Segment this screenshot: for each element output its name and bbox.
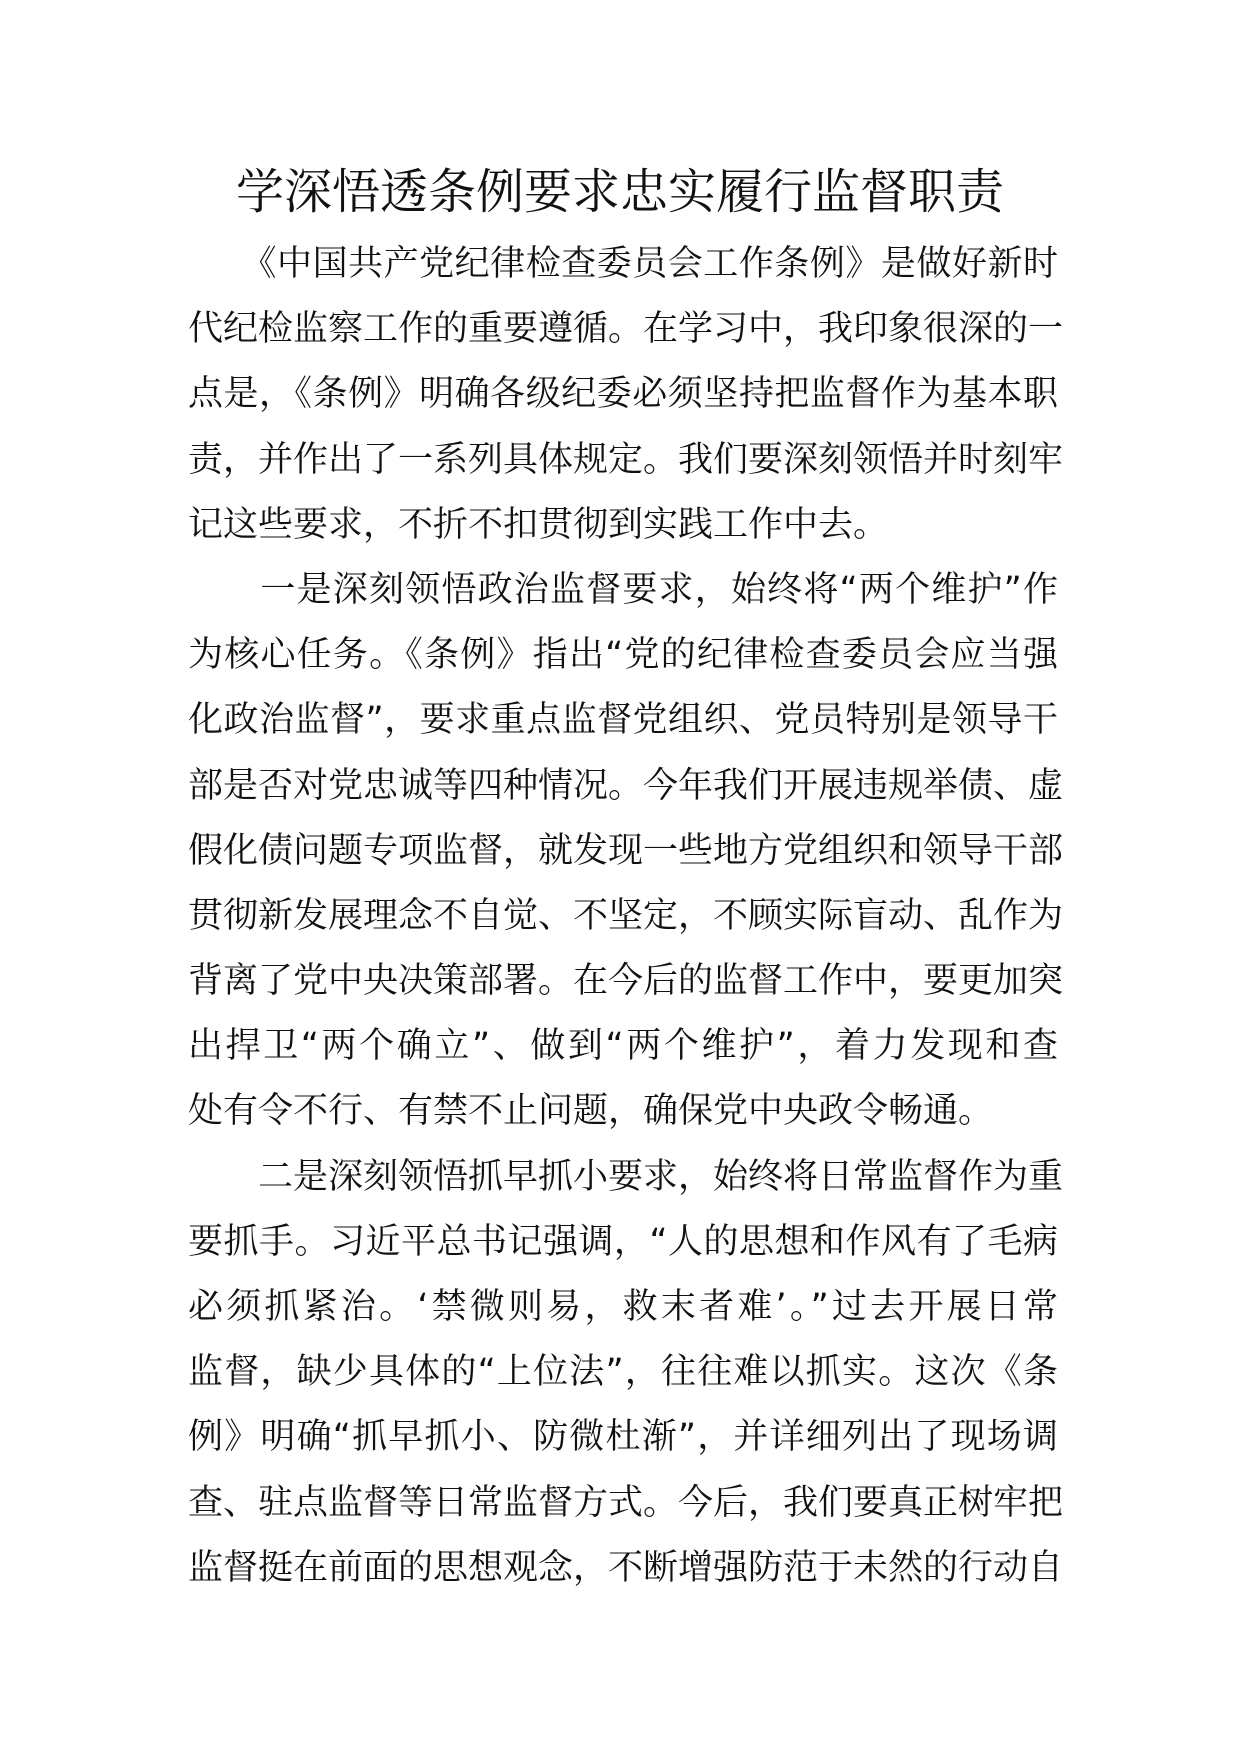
text-line: 点是，《条例》明确各级纪委必须坚持把监督作为基本职: [188, 374, 1058, 415]
text-line: 贯彻新发展理念不自觉、不坚定，不顾实际盲动、乱作为: [188, 895, 1064, 936]
text-line: 出捍卫“两个确立”、做到“两个维护”，着力发现和查: [188, 1026, 1058, 1067]
text-line: 例》明确“抓早抓小、防微杜渐”，并详细列出了现场调: [188, 1417, 1058, 1458]
text-line: 为核心任务。《条例》指出“党的纪律检查委员会应当强: [188, 635, 1058, 676]
text-line: 处有令不行、有禁不止问题，确保党中央政令畅通。: [188, 1091, 994, 1132]
text-line: 二是深刻领悟抓早抓小要求，始终将日常监督作为重: [188, 1156, 1064, 1197]
text-line: 部是否对党忠诚等四种情况。今年我们开展违规举债、虚: [188, 765, 1064, 806]
text-line: 要抓手。习近平总书记强调，“人的思想和作风有了毛病: [188, 1221, 1058, 1262]
text-line: 一是深刻领悟政治监督要求，始终将“两个维护”作: [188, 569, 1058, 610]
text-line: 背离了党中央决策部署。在今后的监督工作中，要更加突: [188, 961, 1064, 1002]
text-line: 化政治监督”，要求重点监督党组织、党员特别是领导干: [188, 700, 1058, 741]
text-line: 《中国共产党纪律检查委员会工作条例》是做好新时: [188, 244, 1058, 284]
text-line: 假化债问题专项监督，就发现一些地方党组织和领导干部: [188, 830, 1064, 871]
text-line: 必须抓紧治。‘禁微则易，救末者难’。”过去开展日常: [188, 1287, 1058, 1327]
text-line: 查、驻点监督等日常监督方式。今后，我们要真正树牢把: [188, 1482, 1064, 1523]
text-line: 代纪检监察工作的重要遵循。在学习中，我印象很深的一: [188, 309, 1064, 350]
text-line: 监督，缺少具体的“上位法”，往往难以抓实。这次《条: [188, 1352, 1058, 1393]
text-line: 记这些要求，不折不扣贯彻到实践工作中去。: [188, 504, 889, 545]
text-line: 责，并作出了一系列具体规定。我们要深刻领悟并时刻牢: [188, 439, 1064, 480]
text-line: 监督挺在前面的思想观念，不断增强防范于未然的行动自: [188, 1547, 1064, 1588]
document-title: 学深悟透条例要求忠实履行监督职责: [235, 164, 1004, 220]
document-body: [188, 232, 1064, 1601]
